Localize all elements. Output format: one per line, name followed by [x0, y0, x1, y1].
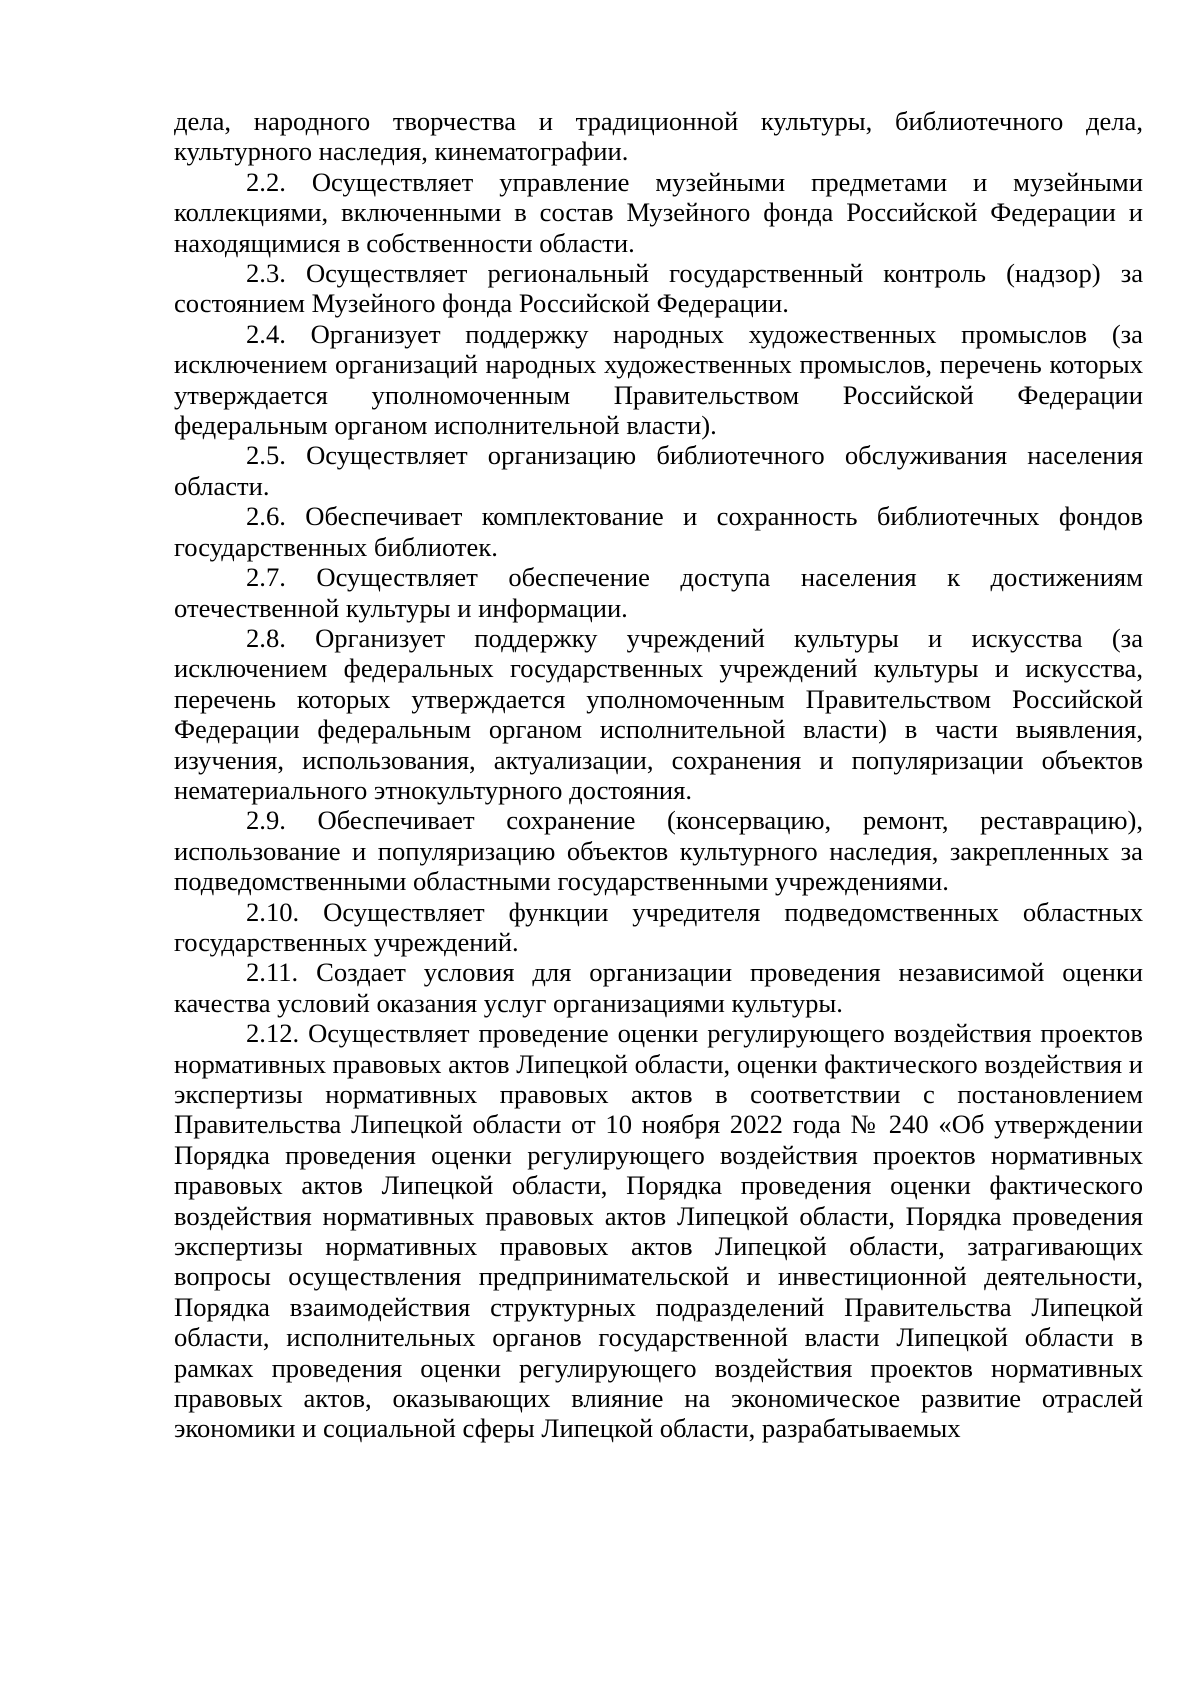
paragraph-2-5: 2.5. Осуществляет организацию библиотечного обслуживания населения области.: [174, 440, 1143, 501]
paragraph-2-3: 2.3. Осуществляет региональный государственный контроль (надзор) за состоянием Музейного фонда Российской Федерации.: [174, 258, 1143, 319]
paragraph-2-10: 2.10. Осуществляет функции учредителя подведомственных областных государственных учреждений.: [174, 896, 1143, 957]
paragraph-continuation: дела, народного творчества и традиционной культуры, библиотечного дела, культурного наследия, кинематографии.: [174, 106, 1143, 167]
paragraph-2-4: 2.4. Организует поддержку народных художественных промыслов (за исключением организаций народных художественных промыслов, перечень которых утверждается уполномоченным Правительством Российской Федерации федеральным органом исполнительной власти).: [174, 318, 1143, 441]
paragraph-2-9: 2.9. Обеспечивает сохранение (консервацию, ремонт, реставрацию), использование и популяризацию объектов культурного наследия, закрепленных за подведомственными областными государственными учреждениями.: [174, 805, 1143, 897]
paragraph-2-7: 2.7. Осуществляет обеспечение доступа населения к достижениям отечественной культуры и информации.: [174, 562, 1143, 623]
paragraph-2-2: 2.2. Осуществляет управление музейными предметами и музейными коллекциями, включенными в состав Музейного фонда Российской Федерации и находящимися в собственности области.: [174, 166, 1143, 258]
paragraph-2-11: 2.11. Создает условия для организации проведения независимой оценки качества условий оказания услуг организациями культуры.: [174, 957, 1143, 1018]
paragraph-2-12: 2.12. Осуществляет проведение оценки регулирующего воздействия проектов нормативных правовых актов Липецкой области, оценки фактического воздействия и экспертизы нормативных правовых актов в соответствии с постановлением Правительства Липецкой области от 10 ноября 2022 года № 240 «Об утверждении Порядка проведения оценки регулирующего воздействия проектов нормативных правовых актов Липецкой области, Порядка проведения оценки фактического воздействия нормативных правовых актов Липецкой области, Порядка проведения экспертизы нормативных правовых актов Липецкой области, затрагивающих вопросы осуществления предпринимательской и инвестиционной деятельности, Порядка взаимодействия структурных подразделений Правительства Липецкой области, исполнительных органов государственной власти Липецкой области в рамках проведения оценки регулирующего воздействия проектов нормативных правовых актов, оказывающих влияние на экономическое развитие отраслей экономики и социальной сферы Липецкой области, разрабатываемых: [174, 1018, 1143, 1444]
paragraph-2-8: 2.8. Организует поддержку учреждений культуры и искусства (за исключением федеральных государственных учреждений культуры и искусства, перечень которых утверждается уполномоченным Правительством Российской Федерации федеральным органом исполнительной власти) в части выявления, изучения, использования, актуализации, сохранения и популяризации объектов нематериального этнокультурного достояния.: [174, 622, 1143, 805]
paragraph-2-6: 2.6. Обеспечивает комплектование и сохранность библиотечных фондов государственных библиотек.: [174, 501, 1143, 562]
document-body: [174, 106, 1143, 1444]
